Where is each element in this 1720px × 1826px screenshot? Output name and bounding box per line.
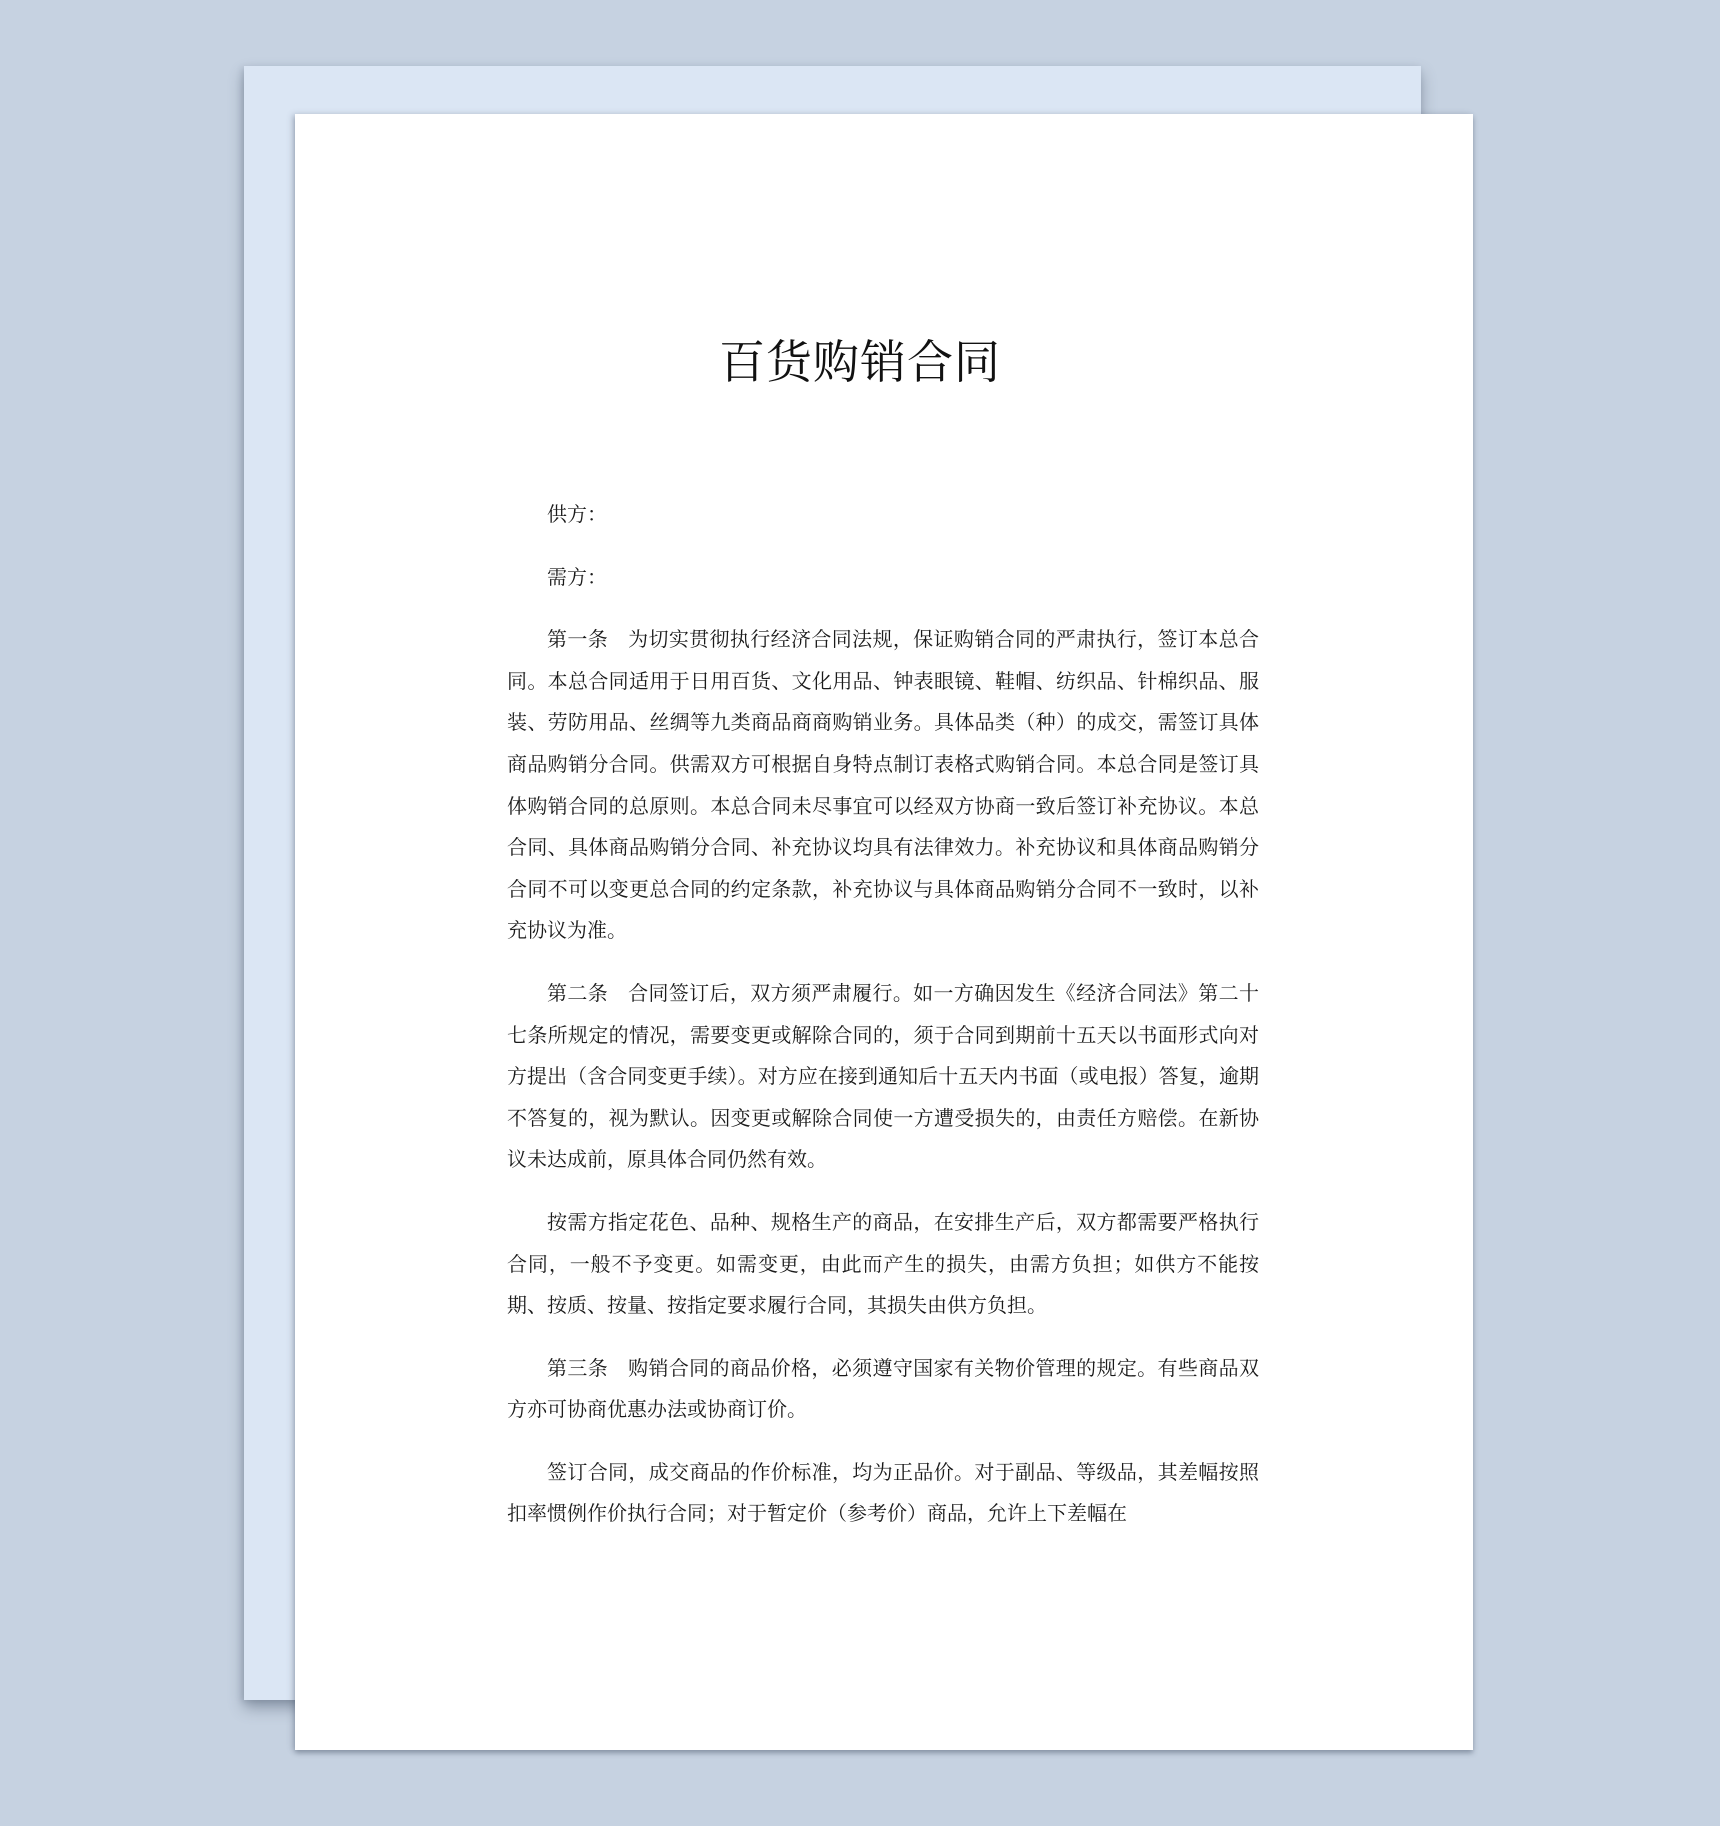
supplier-field	[507, 494, 1259, 536]
clause-label: 第三条	[547, 1355, 609, 1380]
clause-label: 第二条	[547, 980, 609, 1005]
paragraph-text: 按需方指定花色、品种、规格生产的商品，在安排生产后，双方都需要严格执行合同，一般不予变更。如需变更，由此而产生的损失，由需方负担；如供方不能按期、按质、按量、按指定要求履行合同，其损失由供方负担。	[507, 1209, 1259, 1318]
clause-paragraph-3	[507, 1348, 1259, 1431]
buyer-label: 需方：	[547, 564, 607, 589]
paragraph-3	[507, 1202, 1259, 1327]
clause-paragraph-2	[507, 973, 1259, 1181]
clause-label: 第一条	[547, 627, 609, 652]
document-body	[507, 494, 1259, 1556]
clause-text: 合同签订后，双方须严肃履行。如一方确因发生《经济合同法》第二十七条所规定的情况，需要变更或解除合同的，须于合同到期前十五天以书面形式向对方提出（含合同变更手续）。对方应在接到通知后十五天内书面（或电报）答复，逾期不答复的，视为默认。因变更或解除合同使一方遭受损失的，由责任方赔偿。在新协议未达成前，原具体合同仍然有效。	[507, 980, 1260, 1172]
document-title: 百货购销合同	[719, 335, 1001, 389]
supplier-label: 供方：	[547, 502, 607, 526]
clause-text: 购销合同的商品价格，必须遵守国家有关物价管理的规定。有些商品双方亦可协商优惠办法或协商订价。	[507, 1355, 1260, 1422]
paragraph-5	[507, 1452, 1259, 1535]
buyer-field	[507, 557, 1259, 599]
paragraph-text: 签订合同，成交商品的作价标准，均为正品价。对于副品、等级品，其差幅按照扣率惯例作价执行合同；对于暂定价（参考价）商品，允许上下差幅在	[507, 1459, 1259, 1526]
clause-paragraph-1	[507, 619, 1259, 952]
clause-text: 为切实贯彻执行经济合同法规，保证购销合同的严肃执行，签订本总合同。本总合同适用于日用百货、文化用品、钟表眼镜、鞋帽、纺织品、针棉织品、服装、劳防用品、丝绸等九类商品商商购销业务。具体品类（种）的成交，需签订具体商品购销分合同。供需双方可根据自身特点制订表格式购销合同。本总合同是签订具体购销合同的总原则。本总合同未尽事宜可以经双方协商一致后签订补充协议。本总合同、具体商品购销分合同、补充协议均具有法律效力。补充协议和具体商品购销分合同不可以变更总合同的约定条款，补充协议与具体商品购销分合同不一致时，以补充协议为准。	[507, 627, 1260, 943]
